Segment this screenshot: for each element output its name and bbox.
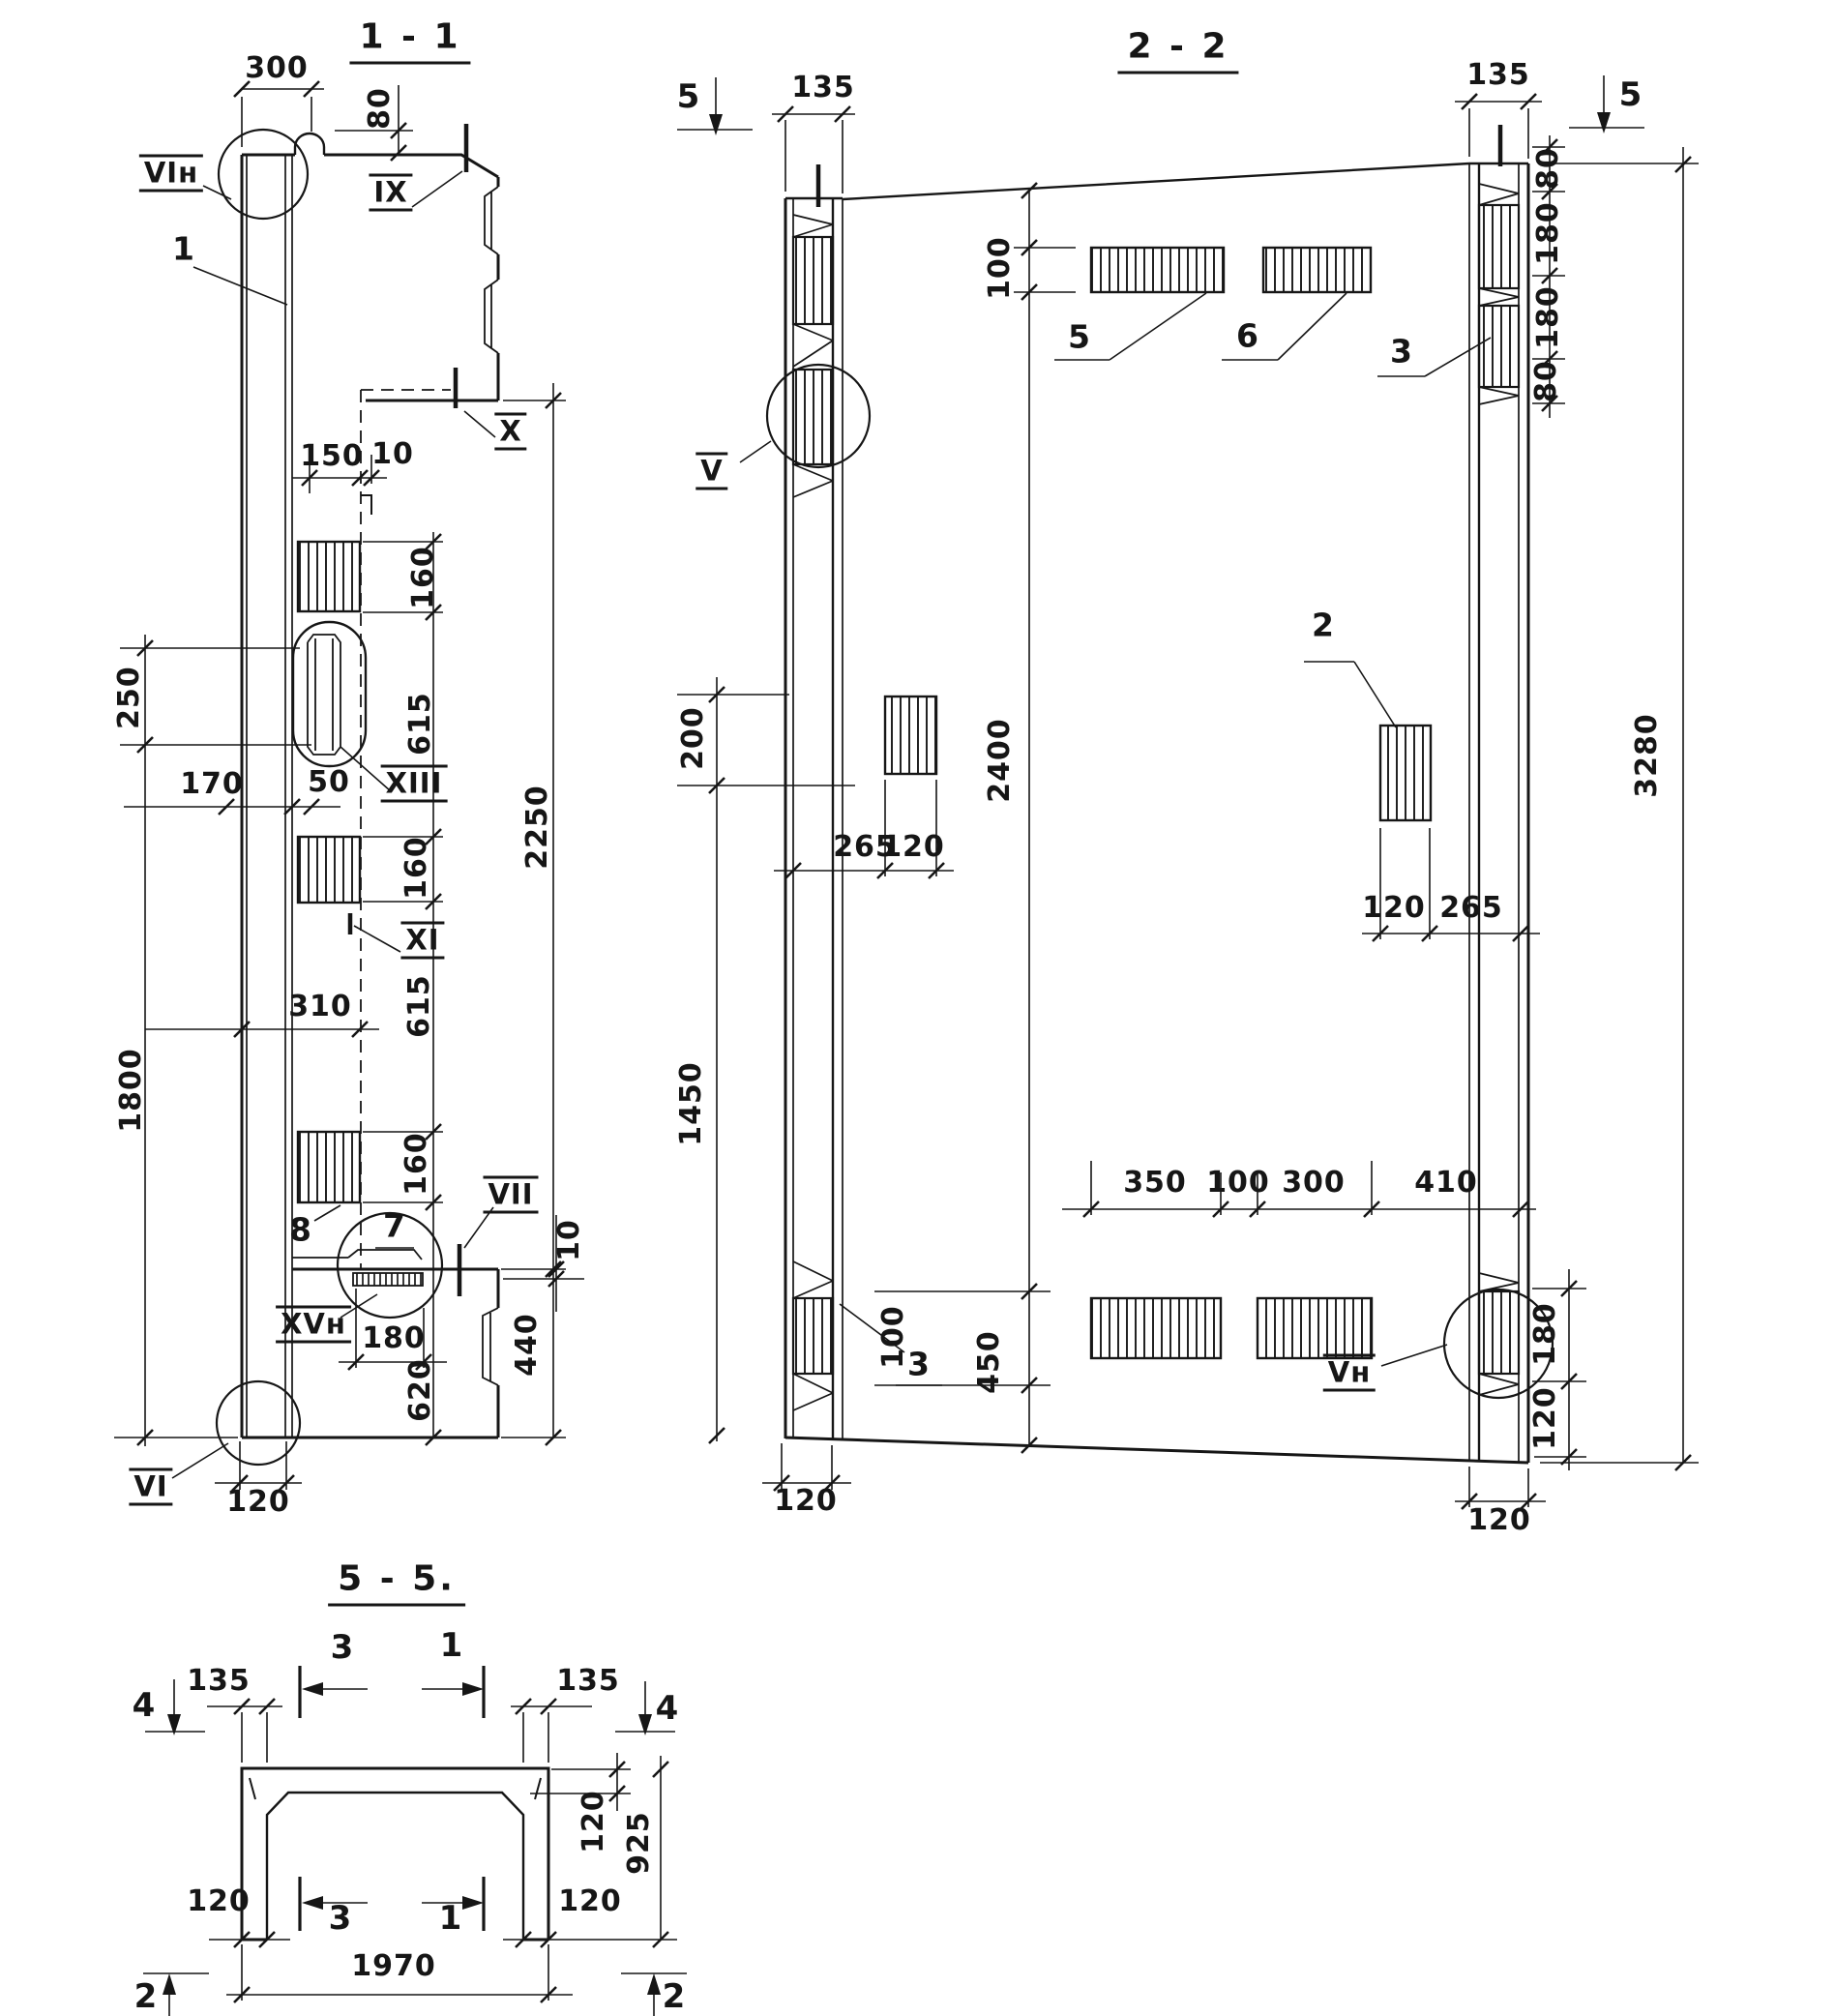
- annotation-dim-100-mid: 100: [1206, 1166, 1270, 1200]
- annotation-dim-80-r2: 80: [1529, 360, 1563, 402]
- annotation-marker-4-left: 4: [132, 1686, 157, 1725]
- annotation-dim-1450: 1450: [674, 1061, 708, 1146]
- annotation-dim-2250: 2250: [520, 785, 554, 870]
- annotation-dim-150: 150: [300, 439, 364, 473]
- annotation-dim-100-bottom: 100: [876, 1305, 910, 1369]
- annotation-dim-120-5bl: 120: [187, 1884, 251, 1918]
- annotation-dim-120-1: 120: [226, 1485, 290, 1519]
- annotation-dim-80: 80: [363, 87, 397, 130]
- annotation-dim-310: 310: [288, 990, 352, 1023]
- annotation-callout-2: 2: [1312, 606, 1335, 644]
- annotation-dim-10-top: 10: [371, 437, 414, 471]
- annotation-dim-450: 450: [972, 1330, 1006, 1394]
- annotation-node-vi-top: VIн: [139, 155, 203, 193]
- annotation-node-xv: XVн: [276, 1306, 351, 1344]
- section-title-5-5: 5 - 5.: [328, 1559, 465, 1607]
- annotation-dim-170: 170: [180, 767, 244, 801]
- annotation-dim-265-r: 265: [1439, 891, 1503, 925]
- section-title-1-1: 1 - 1: [349, 17, 470, 65]
- annotation-callout-1: 1: [172, 229, 195, 268]
- annotation-dim-120-bl: 120: [774, 1484, 838, 1518]
- annotation-marker-5-left: 5: [676, 77, 701, 116]
- annotation-dim-10-bottom: 10: [552, 1219, 586, 1261]
- annotation-dim-440: 440: [510, 1313, 544, 1377]
- annotation-node-ix: IX: [369, 174, 412, 212]
- annotation-callout-8: 8: [289, 1210, 312, 1249]
- annotation-marker-3-top: 3: [330, 1628, 355, 1667]
- annotation-node-x: X: [494, 413, 526, 451]
- annotation-marker-1-top: 1: [439, 1626, 464, 1665]
- annotation-dim-350: 350: [1123, 1166, 1187, 1200]
- annotation-dim-410: 410: [1414, 1166, 1478, 1200]
- annotation-dim-180-r2: 180: [1531, 285, 1565, 349]
- annotation-dim-160-1: 160: [406, 546, 440, 609]
- annotation-node-vi-bottom: VI: [129, 1468, 172, 1506]
- annotation-dim-250: 250: [112, 666, 146, 729]
- annotation-dim-80-r1: 80: [1531, 147, 1565, 190]
- annotation-callout-3-top: 3: [1390, 332, 1413, 371]
- annotation-dim-160-3: 160: [400, 1132, 433, 1196]
- annotation-callout-6: 6: [1236, 316, 1259, 355]
- annotation-dim-120-brc: 120: [1467, 1503, 1531, 1537]
- annotation-dim-180-1: 180: [362, 1321, 426, 1355]
- annotation-marker-1-bottom: 1: [438, 1899, 463, 1938]
- annotation-dim-120-br: 120: [1528, 1386, 1562, 1450]
- annotation-dim-50: 50: [308, 765, 350, 799]
- annotation-dim-100-top: 100: [983, 236, 1017, 300]
- annotation-dim-3280: 3280: [1630, 713, 1664, 798]
- annotation-dim-135-right: 135: [1466, 58, 1530, 92]
- annotation-dim-120-5br: 120: [558, 1884, 622, 1918]
- annotation-dim-925: 925: [622, 1811, 656, 1875]
- annotation-marker-2-left: 2: [133, 1977, 159, 2016]
- annotation-node-xiii: XIII: [381, 765, 448, 803]
- annotation-marker-4-right: 4: [655, 1689, 680, 1728]
- annotation-dim-120-r: 120: [1362, 891, 1426, 925]
- annotation-callout-5: 5: [1068, 317, 1091, 356]
- annotation-dim-615-2: 615: [402, 974, 436, 1038]
- annotation-dim-2400: 2400: [983, 718, 1017, 803]
- annotation-marker-5-right: 5: [1618, 75, 1643, 114]
- annotation-dim-160-2: 160: [400, 836, 433, 900]
- annotation-callout-3-bottom: 3: [907, 1345, 931, 1383]
- annotation-node-vii: VII: [483, 1176, 538, 1214]
- annotation-marker-2-right: 2: [662, 1977, 687, 2016]
- annotation-dim-180-r1: 180: [1531, 201, 1565, 265]
- annotation-dim-180-br: 180: [1528, 1302, 1562, 1366]
- annotation-dim-120-l: 120: [881, 830, 945, 864]
- annotation-node-v: V: [696, 453, 727, 490]
- annotation-dim-135-5l: 135: [187, 1664, 251, 1698]
- annotation-dim-265-l: 265: [833, 830, 897, 864]
- annotation-dim-200: 200: [676, 706, 710, 770]
- annotation-node-v-n: Vн: [1323, 1354, 1376, 1392]
- annotation-callout-7: 7: [383, 1206, 406, 1245]
- annotation-dim-300-b: 300: [1282, 1166, 1346, 1200]
- annotation-dim-1970: 1970: [351, 1949, 436, 1983]
- annotation-dim-300: 300: [245, 51, 309, 85]
- section-title-2-2: 2 - 2: [1117, 27, 1238, 74]
- annotation-marker-3-bottom: 3: [328, 1899, 353, 1938]
- annotation-dim-135-5r: 135: [556, 1664, 620, 1698]
- annotation-dim-1800: 1800: [114, 1048, 148, 1133]
- annotation-dim-135-left: 135: [791, 71, 855, 104]
- annotation-node-xi: XI: [400, 922, 444, 960]
- annotation-dim-120-5r: 120: [577, 1790, 610, 1853]
- annotation-dim-620: 620: [403, 1358, 437, 1422]
- annotation-dim-615-1: 615: [403, 692, 437, 756]
